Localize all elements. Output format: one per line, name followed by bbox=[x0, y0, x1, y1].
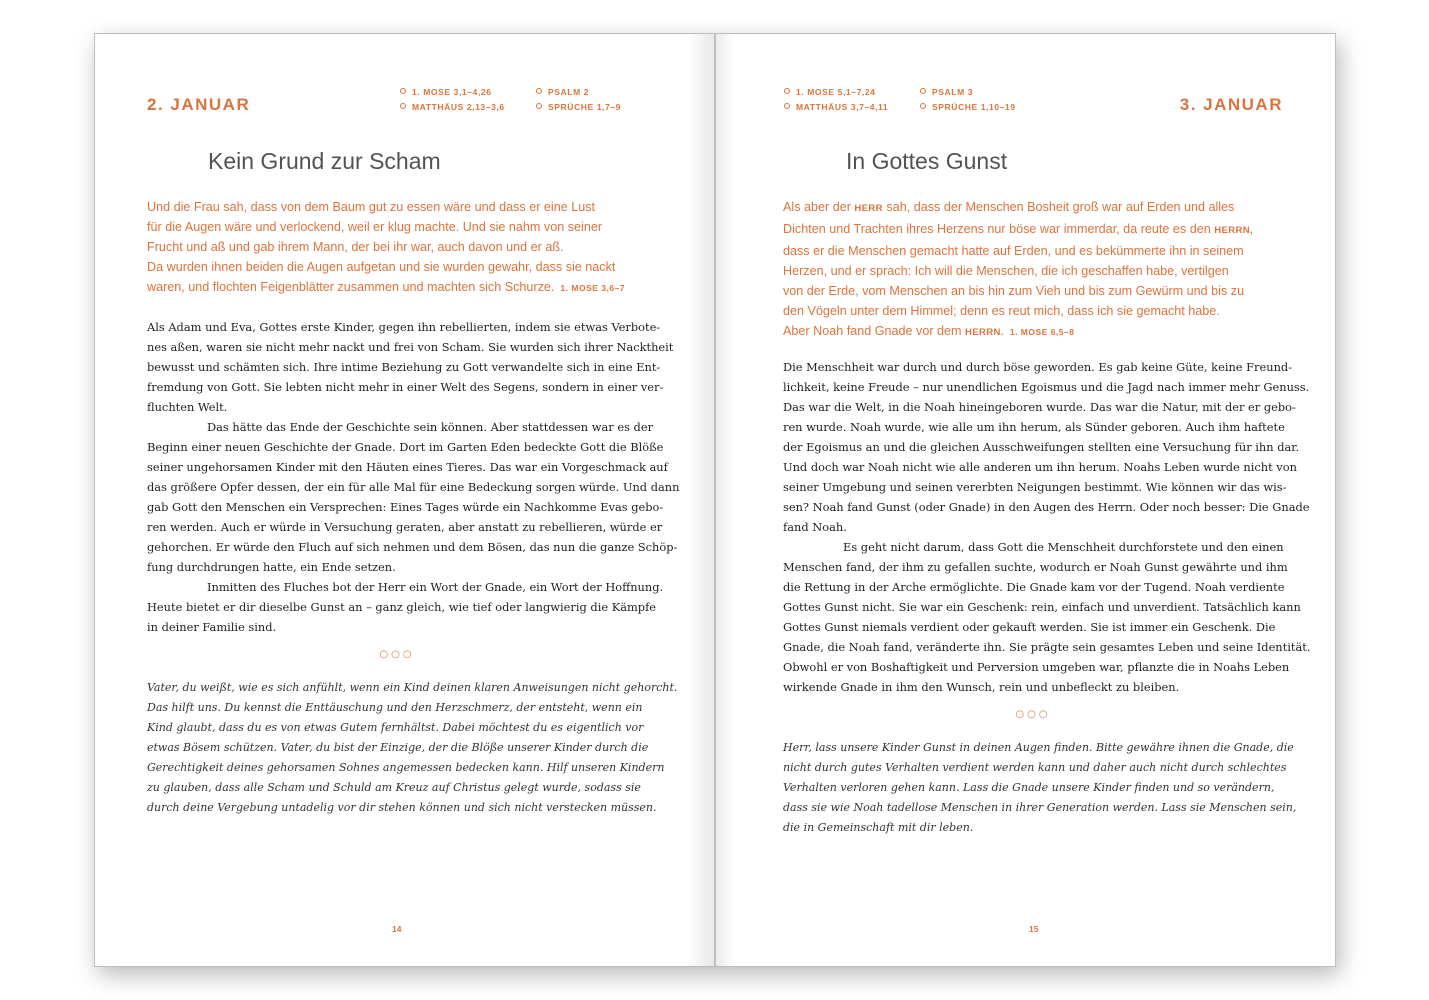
page-title: Kein Grund zur Scham bbox=[208, 148, 441, 174]
gutter-shadow bbox=[686, 34, 714, 966]
text-line: gab Gott den Menschen ein Versprechen: Eines Tages würde ein Nachkomme Evas gebo- bbox=[147, 500, 664, 514]
text-line: die Rettung in der Arche ermöglichte. Die Gnade kam vor der Tugend. Noah verdiente bbox=[783, 580, 1285, 594]
reading-ref: MATTHÄUS 3,7–4,11 bbox=[784, 102, 888, 112]
devotional-text bbox=[147, 317, 680, 637]
ornament-divider: ○○○ bbox=[379, 649, 415, 660]
reading-ref: SPRÜCHE 1,10–19 bbox=[920, 102, 1016, 112]
prayer-text: Vater, du weißt, wie es sich anfühlt, wenn ein Kind deinen klaren Anweisungen nicht gehorcht. Das hilft uns. Du kennst die Enttäuschung und den Herzschmerz, der entsteht, wenn ein Kind glaubt, dass du es von etwas Gutem fernhältst. Dabei möchtest du es eigentlich vor etwas Bösem schützen. Vater, du bist der Einzige, der die Blöße unserer Kinder durch die Gerechtigkeit deines gehorsamen Sohnes angemessen bedecken kann. Hilf unseren Kindern zu glauben, dass alle Scham und Schuld am Kreuz auf Christus gelegt wurde, sodass sie durch deine Vergebung untadelig vor dir stehen können und sich nicht verstecken müssen. bbox=[147, 681, 678, 814]
ornament-divider: ○○○ bbox=[1015, 709, 1051, 720]
text-line: Es geht nicht darum, dass Gott die Menschheit durchforstete und den einen bbox=[843, 540, 1284, 554]
right-page bbox=[715, 33, 1336, 967]
verse-reference: 1. MOSE 6,5–8 bbox=[1009, 327, 1075, 337]
text-line: fung durchdrungen hatte, ein Ende setzen. bbox=[147, 560, 396, 574]
prayer-text: Herr, lass unsere Kinder Gunst in deinen Augen finden. Bitte gewähre ihnen die Gnade, die nicht durch gutes Verhalten verdient werden kann und daher auch nicht durch schlechtes Verhalten verloren gehen kann. Lass die Gnade unsere Kinder finden und so verändern, dass sie wie Noah tadellose Menschen in ihrer Generation werden. Lass sie Menschen sein, die in Gemeinschaft mit dir leben. bbox=[783, 741, 1297, 834]
left-page bbox=[94, 33, 715, 967]
date-heading: 2. JANUAR bbox=[147, 95, 251, 114]
reading-ref: 1. MOSE 3,1–4,26 bbox=[400, 87, 492, 97]
devotional-text bbox=[783, 357, 1311, 697]
text-line: in deiner Familie sind. bbox=[147, 620, 277, 634]
text-line: Obwohl er von Boshaftigkeit und Perversion umgeben war, pflanzte die in Noahs Leben bbox=[783, 660, 1290, 674]
circle-icon bbox=[784, 88, 790, 94]
date-heading: 3. JANUAR bbox=[1179, 95, 1283, 114]
text-line: bewusst und schämten sich. Ihre intime Beziehung zu Gott verwandelte sich in eine Ent- bbox=[147, 360, 661, 374]
text-line: Als Adam und Eva, Gottes erste Kinder, gegen ihn rebellierten, indem sie etwas Verbote- bbox=[147, 320, 661, 334]
text-line: fand Noah. bbox=[783, 520, 847, 534]
verse-reference: 1. MOSE 3,6–7 bbox=[560, 283, 626, 293]
text-line: Inmitten des Fluches bot der Herr ein Wort der Gnade, ein Wort der Hoffnung. bbox=[207, 580, 664, 594]
reading-ref: 1. MOSE 5,1–7,24 bbox=[784, 87, 876, 97]
text-line: lichkeit, keine Freude – nur unendlichen Egoismus und die Jagd nach immer mehr Genuss. bbox=[783, 380, 1310, 394]
bible-verse: Und die Frau sah, dass von dem Baum gut zu essen wäre und dass er eine Lust für die Augen wäre und verlockend, weil er klug machte. Und sie nahm von seiner Frucht und aß und gab ihrem Mann, der bei ihr war, auch davon und er aß. Da wurden ihnen beiden die Augen aufgetan und sie wurden gewahr, dass sie nackt waren, und flochten Feigenblätter zusammen und machten sich Schurze. 1. MOSE 3,6–7 bbox=[147, 200, 626, 294]
circle-icon bbox=[784, 103, 790, 109]
book-spread bbox=[94, 33, 1336, 967]
text-line: sen? Noah fand Gunst (oder Gnade) in den Augen des Herrn. Oder noch besser: Die Gnade bbox=[783, 500, 1310, 514]
text-line: Menschen fand, der ihm zu gefallen suchte, wodurch er Noah Gunst gewährte und ihm bbox=[783, 560, 1288, 574]
text-line: seiner Umgebung und seinen vererbten Neigungen bestimmt. Wie können wir das wis- bbox=[783, 480, 1287, 494]
text-line: Heute bietet er dir dieselbe Gunst an – ganz gleich, wie tief oder langwierig die Kämpfe bbox=[147, 600, 657, 614]
reading-ref: MATTHÄUS 2,13–3,6 bbox=[400, 102, 505, 112]
page-number: 15 bbox=[1029, 924, 1039, 934]
circle-icon bbox=[536, 88, 542, 94]
circle-icon bbox=[920, 103, 926, 109]
text-line: Und doch war Noah nicht wie alle anderen um ihn herum. Noahs Leben wurde nicht von bbox=[783, 460, 1297, 474]
text-line: Das war die Welt, in die Noah hineingeboren wurde. Das war die Natur, mit der er gebo- bbox=[783, 400, 1296, 414]
circle-icon bbox=[400, 88, 406, 94]
text-line: Gnade, die Noah fand, veränderte ihn. Sie prägte sein gesamtes Leben und seine Identität. bbox=[783, 640, 1311, 654]
text-line: seiner ungehorsamen Kinder mit den Häuten eines Tieres. Das war ein Vorgeschmack auf bbox=[147, 460, 668, 474]
page-title: In Gottes Gunst bbox=[846, 148, 1008, 174]
text-line: ren werden. Auch er würde in Versuchung geraten, aber anstatt zu rebellieren, würde er bbox=[147, 520, 663, 534]
text-line: gehorchen. Er würde den Fluch auf sich nehmen und dem Bösen, das nun die ganze Schöp- bbox=[147, 540, 678, 554]
text-line: nes aßen, waren sie nicht mehr nackt und frei von Scham. Sie wurden sich ihrer Nacktheit bbox=[147, 340, 674, 354]
text-line: das größere Opfer dessen, der ein für alle Mal für eine Bedeckung sorgen würde. Und dann bbox=[147, 480, 680, 494]
text-line: wirkende Gnade in ihm den Wunsch, rein und unbefleckt zu bleiben. bbox=[783, 680, 1180, 694]
reading-ref: SPRÜCHE 1,7–9 bbox=[536, 102, 621, 112]
text-line: ren wurde. Noah wurde, wie alle um ihn herum, als Sünder geboren. Auch ihm haftete bbox=[783, 420, 1285, 434]
circle-icon bbox=[920, 88, 926, 94]
circle-icon bbox=[400, 103, 406, 109]
text-line: Die Menschheit war durch und durch böse geworden. Es gab keine Güte, keine Freund- bbox=[783, 360, 1293, 374]
text-line: Das hätte das Ende der Geschichte sein können. Aber stattdessen war es der bbox=[207, 420, 654, 434]
text-line: fremdung von Gott. Sie lebten nicht mehr in einer Welt des Segens, sondern in einer ver- bbox=[147, 380, 664, 394]
text-line: fluchten Welt. bbox=[147, 400, 228, 414]
gutter-shadow bbox=[716, 34, 734, 966]
reading-ref: PSALM 2 bbox=[536, 87, 589, 97]
text-line: Gottes Gunst niemals verdient oder gekauft werden. Sie ist immer ein Geschenk. Die bbox=[783, 620, 1276, 634]
circle-icon bbox=[536, 103, 542, 109]
text-line: Beginn einer neuen Geschichte der Gnade. Dort im Garten Eden bedeckte Gott die Blöße bbox=[147, 440, 664, 454]
page-number: 14 bbox=[392, 924, 402, 934]
reading-ref: PSALM 3 bbox=[920, 87, 973, 97]
bible-verse: Als aber der HERR sah, dass der Menschen Bosheit groß war auf Erden und alles Dichten und Trachten ihres Herzens nur böse war immerdar, da reute es den HERRN, dass er die Menschen gemacht hatte auf Erden, und es bekümmerte ihn in seinem Herzen, und er sprach: Ich will die Menschen, die ich geschaffen habe, vertilgen von der Erde, vom Menschen an bis hin zum Vieh und bis zum Gewürm und bis zu den Vögeln unter dem Himmel; denn es reut mich, dass ich sie gemacht habe. Aber Noah fand Gnade vor dem HERRN. 1. MOSE 6,5–8 bbox=[783, 200, 1254, 338]
text-line: der Egoismus an und die gleichen Ausschweifungen stellten eine Versuchung für ihn dar. bbox=[783, 440, 1300, 454]
text-line: Gottes Gunst nicht. Sie war ein Geschenk: rein, einfach und unverdient. Tatsächlich kann bbox=[783, 600, 1301, 614]
